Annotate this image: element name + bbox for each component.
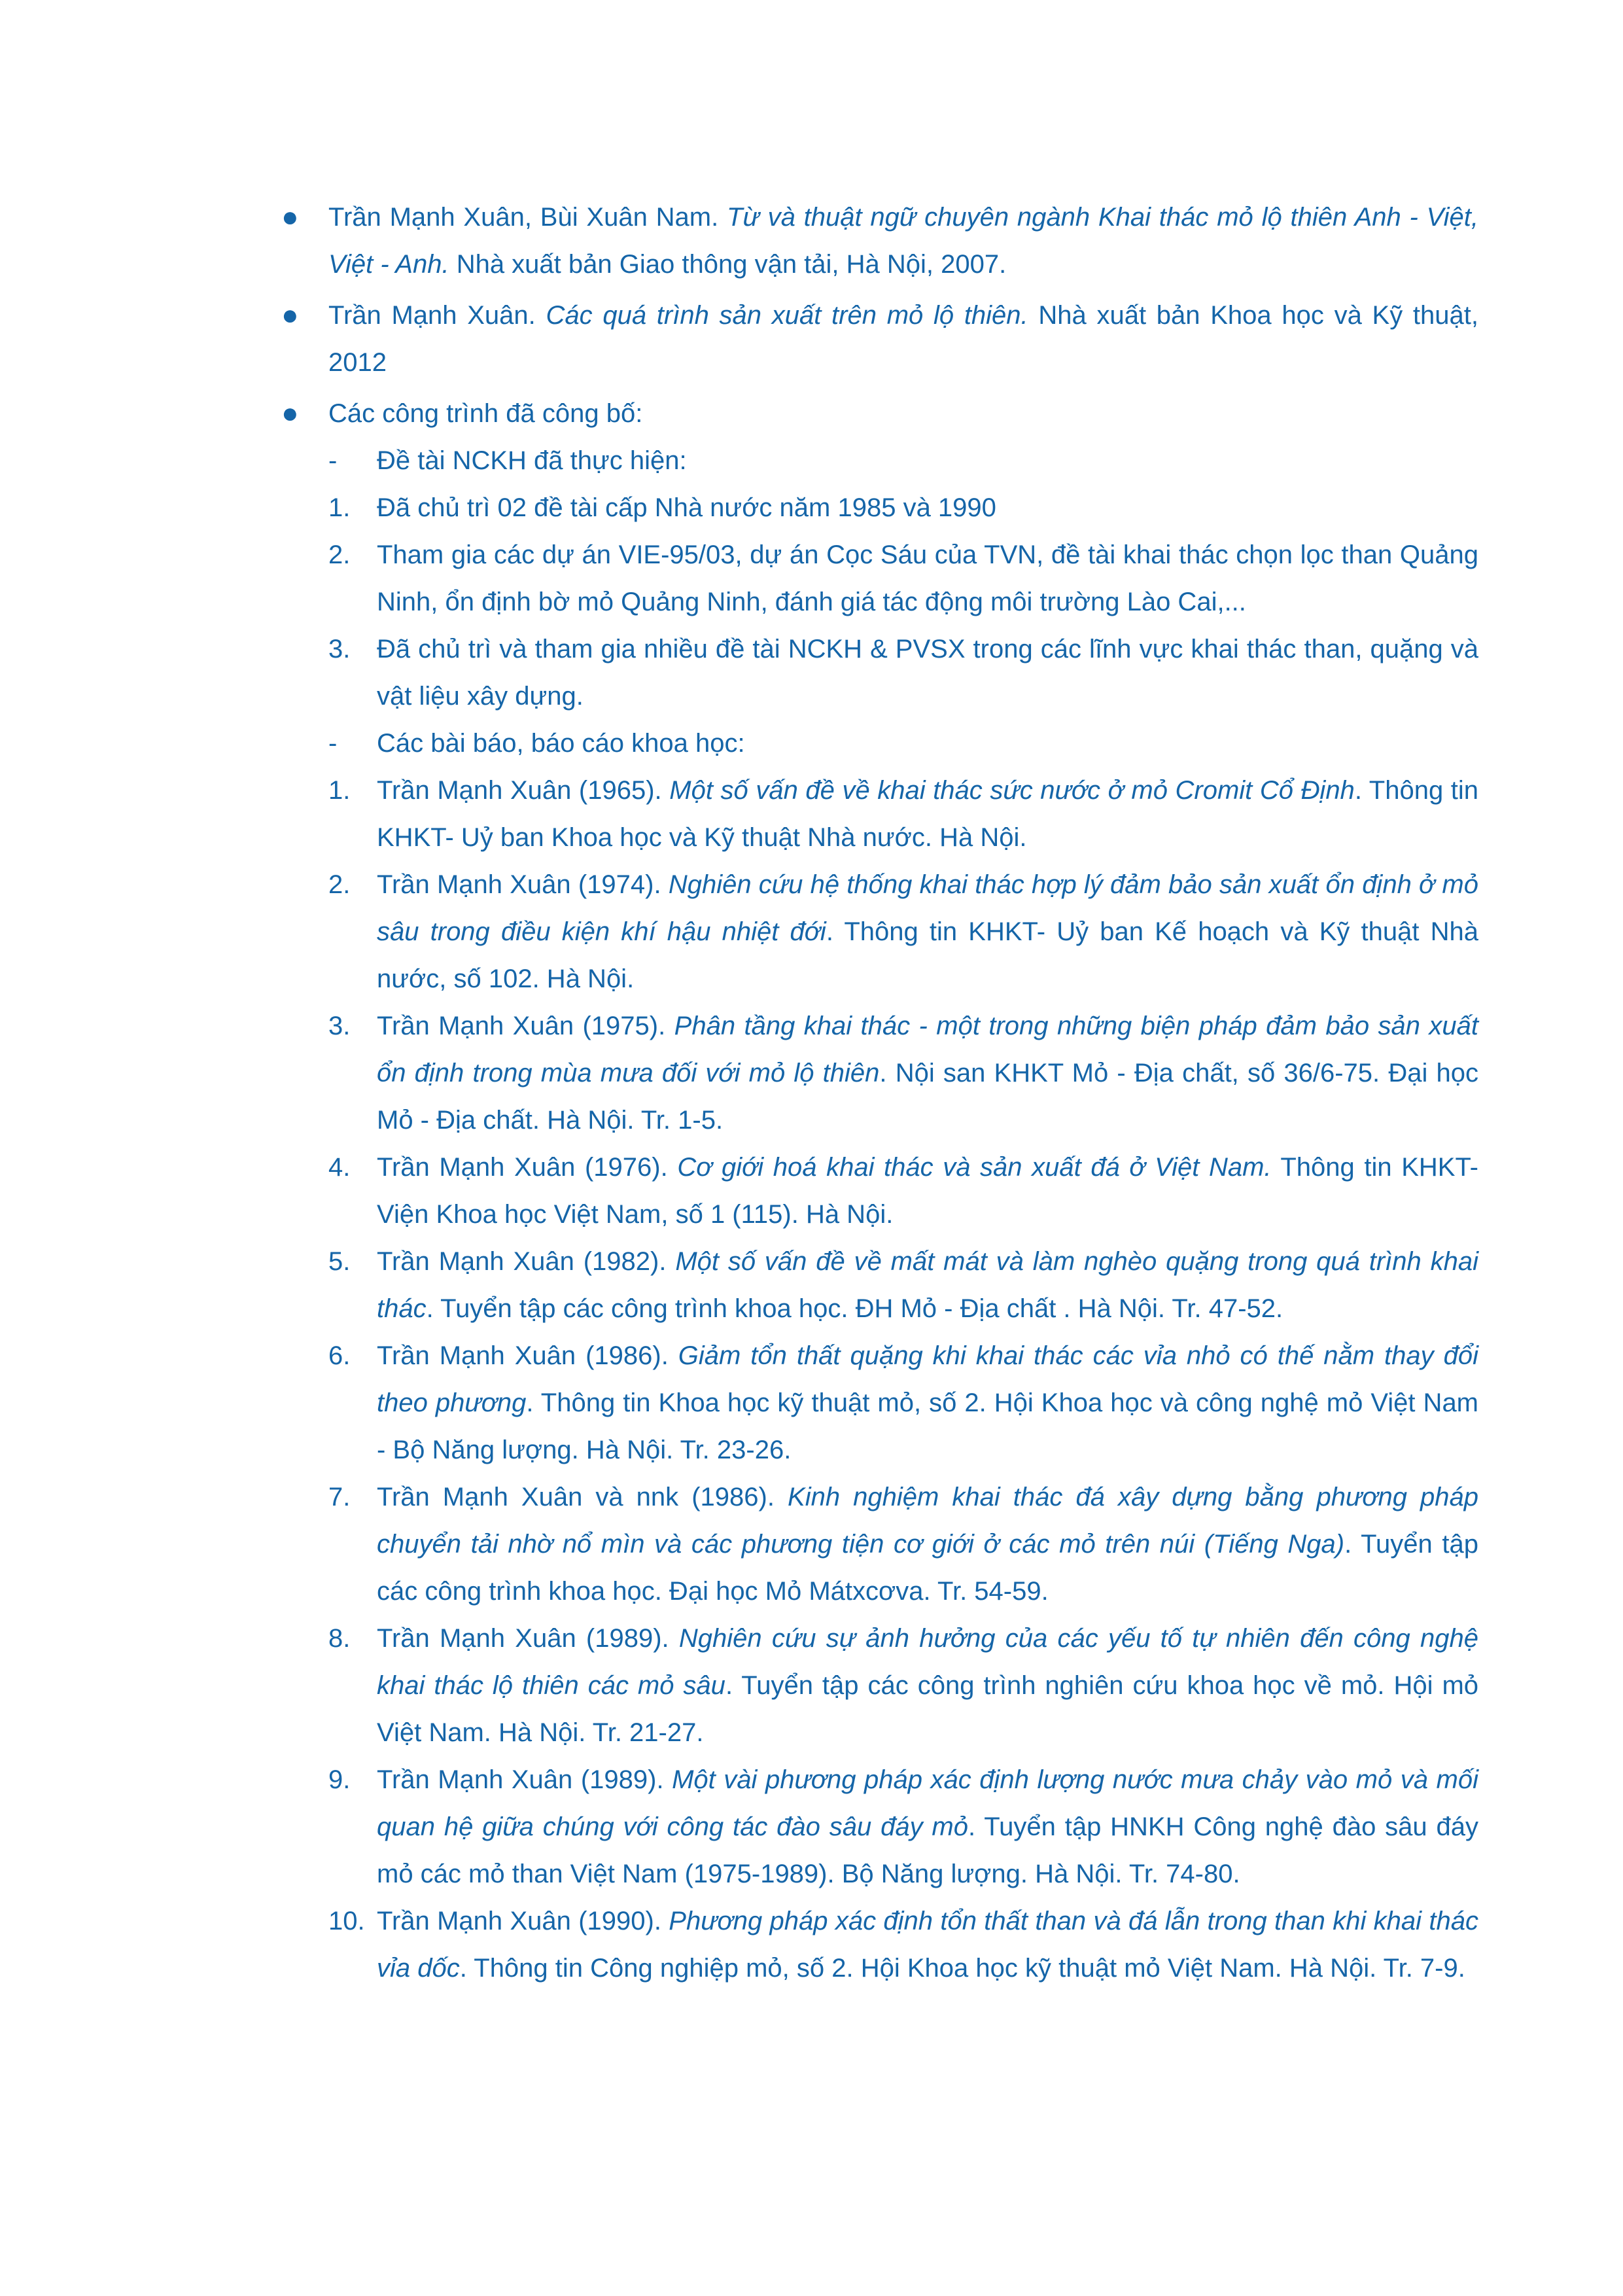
book-author: Trần Mạnh Xuân. [328, 301, 536, 330]
dash-marker: - [328, 446, 338, 475]
paper-title: Phương pháp xác định tổn thất than và đá lẫn trong than khi khai thác vỉa dốc [377, 1907, 1478, 1983]
works-heading: Các công trình đã công bố: [328, 399, 643, 428]
paper-title: Một số vấn đề về khai thác sức nước ở mỏ Cromit Cổ Định [669, 776, 1355, 805]
paper-title: Phân tầng khai thác - một trong những biện pháp đảm bảo sản xuất ổn định trong mùa mưa đối với mỏ lộ thiên [377, 1012, 1478, 1087]
research-heading: Đề tài NCKH đã thực hiện: [377, 446, 687, 475]
paper-item [281, 1898, 1478, 1992]
papers-heading-row [281, 720, 1478, 767]
item-number: 2. [328, 540, 351, 569]
paper-item [281, 1144, 1478, 1238]
paper-item [281, 861, 1478, 1002]
paper-source: . Tuyển tập các công trình khoa học. ĐH Mỏ - Địa chất . Hà Nội. Tr. 47-52. [426, 1294, 1283, 1323]
item-number: 9. [328, 1765, 351, 1794]
paper-source: . Thông tin KHKT- Uỷ ban Kế hoạch và Kỹ thuật Nhà nước, số 102. Hà Nội. [377, 917, 1479, 993]
bullet-icon: ● [281, 299, 299, 331]
book-author: Trần Mạnh Xuân, Bùi Xuân Nam. [328, 203, 719, 232]
paper-source: . Nội san KHKT Mỏ - Địa chất, số 36/6-75. Đại học Mỏ - Địa chất. Hà Nội. Tr. 1-5. [377, 1059, 1479, 1135]
paper-source: . Thông tin Khoa học kỹ thuật mỏ, số 2. Hội Khoa học và công nghệ mỏ Việt Nam - Bộ Năng lượng. Hà Nội. Tr. 23-26. [377, 1388, 1479, 1464]
book-publisher: Nhà xuất bản Giao thông vận tải, Hà Nội, 2007. [456, 250, 1007, 279]
item-number: 4. [328, 1153, 351, 1182]
research-item [281, 626, 1478, 720]
paper-title: Nghiên cứu hệ thống khai thác hợp lý đảm bảo sản xuất ổn định ở mỏ sâu trong điều kiện khí hậu nhiệt đới [377, 870, 1478, 946]
paper-author: Trần Mạnh Xuân (1989). [377, 1765, 664, 1794]
paper-item [281, 1238, 1478, 1332]
paper-title: Cơ giới hoá khai thác và sản xuất đá ở Việt Nam. [677, 1153, 1272, 1182]
paper-title: Một số vấn đề về mất mát và làm nghèo quặng trong quá trình khai thác [377, 1247, 1478, 1323]
item-number: 10. [328, 1907, 365, 1935]
item-number: 7. [328, 1483, 351, 1511]
paper-author: Trần Mạnh Xuân (1986). [377, 1341, 669, 1370]
item-number: 3. [328, 635, 351, 663]
paper-source: . Tuyển tập HNKH Công nghệ đào sâu đáy mỏ các mỏ than Việt Nam (1975-1989). Bộ Năng lượng. Hà Nội. Tr. 74-80. [377, 1812, 1479, 1888]
item-number: 5. [328, 1247, 351, 1276]
paper-title: Một vài phương pháp xác định lượng nước mưa chảy vào mỏ và mối quan hệ giữa chúng với công tác đào sâu đáy mỏ [377, 1765, 1478, 1841]
dash-marker: - [328, 729, 338, 758]
works-heading-row [281, 390, 1478, 437]
paper-source: . Tuyển tập các công trình nghiên cứu khoa học về mỏ. Hội mỏ Việt Nam. Hà Nội. Tr. 21-27. [377, 1671, 1479, 1747]
paper-item [281, 1474, 1478, 1615]
paper-item [281, 767, 1478, 861]
book-publisher: Nhà xuất bản Khoa học và Kỹ thuật, 2012 [328, 301, 1478, 377]
paper-item [281, 1332, 1478, 1474]
paper-title: Giảm tổn thất quặng khi khai thác các vỉa nhỏ có thế nằm thay đổi theo phương [377, 1341, 1478, 1417]
paper-title: Nghiên cứu sự ảnh hưởng của các yếu tố tự nhiên đến công nghệ khai thác lộ thiên các mỏ sâu [377, 1624, 1478, 1700]
paper-item [281, 1756, 1478, 1898]
paper-source: . Thông tin KHKT- Uỷ ban Khoa học và Kỹ thuật Nhà nước. Hà Nội. [377, 776, 1478, 852]
papers-heading: Các bài báo, báo cáo khoa học: [377, 729, 745, 758]
paper-source: Thông tin KHKT- Viện Khoa học Việt Nam, số 1 (115). Hà Nội. [377, 1153, 1478, 1229]
item-number: 6. [328, 1341, 351, 1370]
item-number: 1. [328, 493, 351, 522]
paper-item [281, 1615, 1478, 1756]
paper-item [281, 1002, 1478, 1144]
research-text: Tham gia các dự án VIE-95/03, dự án Cọc Sáu của TVN, đề tài khai thác chọn lọc than Quảng Ninh, ổn định bờ mỏ Quảng Ninh, đánh giá tác động môi trường Lào Cai,... [377, 540, 1478, 616]
book-title: Từ và thuật ngữ chuyên ngành Khai thác mỏ lộ thiên Anh - Việt, Việt - Anh. [328, 203, 1479, 279]
bullet-icon: ● [281, 397, 299, 429]
research-text: Đã chủ trì và tham gia nhiều đề tài NCKH & PVSX trong các lĩnh vực khai thác than, quặng và vật liệu xây dựng. [377, 635, 1478, 711]
paper-author: Trần Mạnh Xuân (1974). [377, 870, 661, 899]
paper-source: . Tuyển tập các công trình khoa học. Đại học Mỏ Mátxcơva. Tr. 54-59. [377, 1530, 1478, 1606]
paper-author: Trần Mạnh Xuân (1976). [377, 1153, 668, 1182]
paper-source: . Thông tin Công nghiệp mỏ, số 2. Hội Khoa học kỹ thuật mỏ Việt Nam. Hà Nội. Tr. 7-9. [459, 1954, 1465, 1983]
paper-author: Trần Mạnh Xuân (1990). [377, 1907, 661, 1935]
research-heading-row [281, 437, 1478, 484]
item-number: 1. [328, 776, 351, 805]
book-entry [281, 194, 1478, 288]
paper-author: Trần Mạnh Xuân và nnk (1986). [377, 1483, 775, 1511]
publication-list [281, 194, 1478, 1992]
book-title: Các quá trình sản xuất trên mỏ lộ thiên. [546, 301, 1028, 330]
paper-title: Kinh nghiệm khai thác đá xây dựng bằng phương pháp chuyển tải nhờ nổ mìn và các phương tiện cơ giới ở các mỏ trên núi (Tiếng Nga) [377, 1483, 1478, 1559]
research-item [281, 531, 1478, 626]
bullet-icon: ● [281, 201, 299, 233]
book-entry [281, 292, 1478, 386]
research-item [281, 484, 1478, 531]
item-number: 2. [328, 870, 351, 899]
item-number: 3. [328, 1012, 351, 1040]
paper-author: Trần Mạnh Xuân (1975). [377, 1012, 666, 1040]
research-text: Đã chủ trì 02 đề tài cấp Nhà nước năm 1985 và 1990 [377, 493, 996, 522]
paper-author: Trần Mạnh Xuân (1982). [377, 1247, 667, 1276]
paper-author: Trần Mạnh Xuân (1965). [377, 776, 662, 805]
paper-author: Trần Mạnh Xuân (1989). [377, 1624, 669, 1653]
item-number: 8. [328, 1624, 351, 1653]
